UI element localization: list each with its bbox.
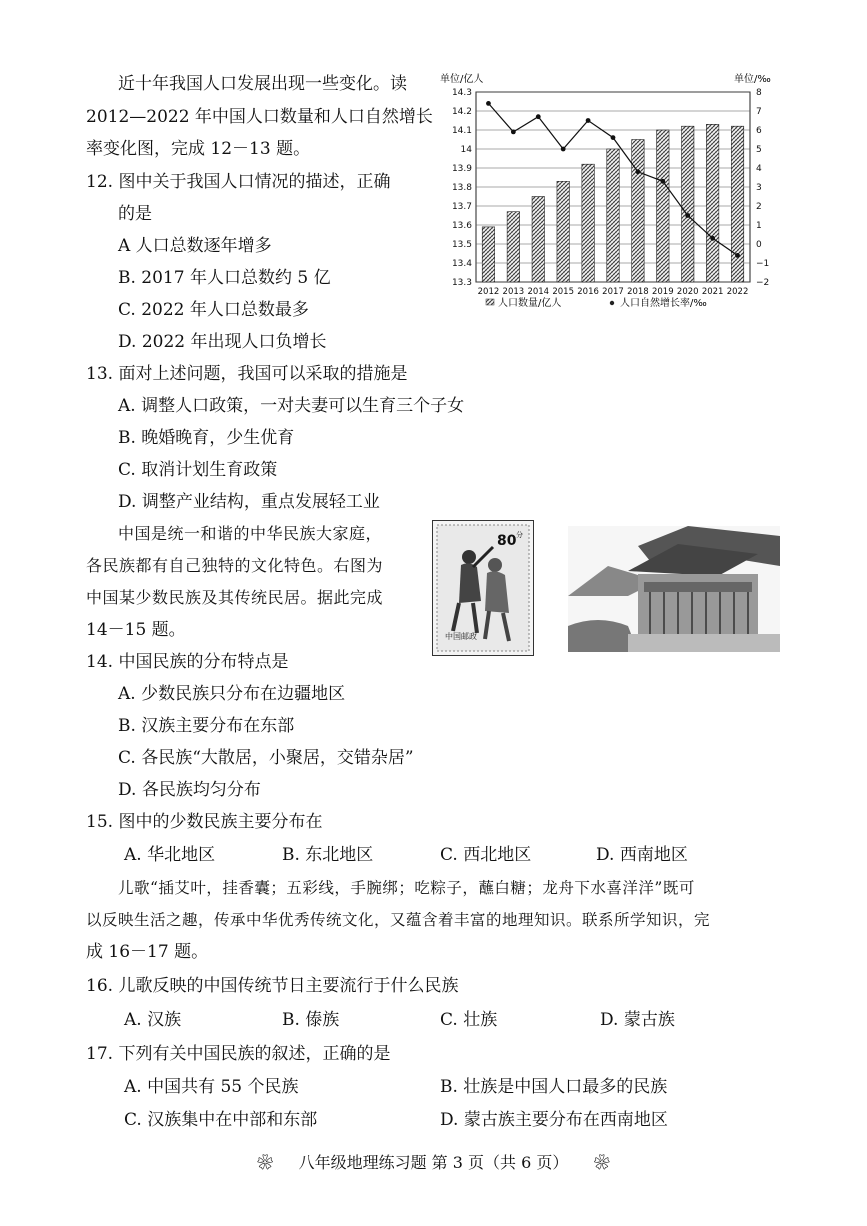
growth-rate-point: [486, 101, 491, 106]
footer-text: 八年级地理练习题 第 3 页（共 6 页）: [298, 1153, 569, 1172]
traditional-dwelling-image: [568, 526, 780, 652]
growth-rate-point: [561, 147, 566, 152]
q17-option-c: C. 汉族集中在中部和东部: [124, 1110, 318, 1130]
growth-rate-point: [586, 118, 591, 123]
q17-stem: 17. 下列有关中国民族的叙述，正确的是: [86, 1044, 391, 1064]
right-tick-label: −2: [756, 278, 770, 288]
q15-option-d: D. 西南地区: [596, 845, 688, 865]
q17-option-d: D. 蒙古族主要分布在西南地区: [440, 1110, 668, 1130]
left-tick-label: 14.1: [451, 126, 472, 136]
chart-legend: [486, 296, 707, 309]
population-bar: [582, 164, 594, 282]
q16-stem: 16. 儿歌反映的中国传统节日主要流行于什么民族: [86, 976, 459, 996]
q13-option-a: A. 调整人口政策，一对夫妻可以生育三个子女: [118, 396, 465, 416]
left-axis-label: 单位/亿人: [440, 74, 484, 85]
x-tick-label: 2012: [477, 287, 500, 297]
x-tick-label: 2020: [676, 287, 699, 297]
population-bar: [682, 126, 694, 282]
population-bar: [706, 124, 718, 282]
stamp-caption: 中国邮政: [445, 632, 477, 641]
q15-stem: 15. 图中的少数民族主要分布在: [86, 812, 323, 832]
intro2-line-1: 中国是统一和谐的中华民族大家庭，: [118, 524, 383, 543]
q15-option-c: C. 西北地区: [440, 845, 532, 865]
x-tick-label: 2013: [502, 287, 525, 297]
population-bar: [557, 181, 569, 282]
right-tick-label: −1: [756, 259, 770, 269]
page-footer: [0, 1150, 867, 1173]
population-bar: [482, 227, 494, 282]
legend-line-label: 人口自然增长率/‰: [620, 298, 707, 309]
x-tick-label: 2014: [527, 287, 550, 297]
population-bar: [632, 140, 644, 283]
q16-option-a: A. 汉族: [124, 1010, 182, 1030]
x-tick-label: 2022: [726, 287, 749, 297]
intro1-line-1: 近十年我国人口发展出现一些变化。读: [118, 74, 407, 94]
intro3-line-1: 儿歌“插艾叶，挂香囊；五彩线，手腕绑；吃粽子，蘸白糖；龙舟下水喜洋洋”既可: [118, 879, 695, 897]
legend-bar-swatch: [486, 299, 494, 305]
footer-ornament-right-icon: ❀: [593, 1153, 610, 1172]
growth-rate-point: [611, 135, 616, 140]
q17-option-b: B. 壮族是中国人口最多的民族: [440, 1077, 668, 1097]
left-tick-label: 13.7: [451, 202, 472, 212]
intro1-line-3: 率变化图，完成 12－13 题。: [86, 139, 311, 159]
q13-option-b: B. 晚婚晚育，少生优育: [118, 428, 295, 448]
x-tick-label: 2021: [701, 287, 724, 297]
footer-ornament-left-icon: ❀: [257, 1153, 274, 1172]
q14-stem: 14. 中国民族的分布特点是: [86, 652, 289, 672]
x-tick-label: 2015: [552, 287, 575, 297]
population-bar: [731, 126, 743, 282]
left-tick-label: 14.2: [451, 107, 472, 117]
population-chart: [438, 70, 783, 320]
growth-rate-point: [511, 130, 516, 135]
right-tick-label: 0: [756, 240, 762, 250]
growth-rate-point: [685, 213, 690, 218]
intro2-line-4: 14－15 题。: [86, 620, 186, 640]
q13-option-d: D. 调整产业结构，重点发展轻工业: [118, 492, 380, 512]
right-tick-label: 3: [756, 183, 762, 193]
population-bar: [507, 212, 519, 282]
right-tick-label: 5: [756, 145, 762, 155]
q16-option-d: D. 蒙古族: [600, 1010, 675, 1030]
intro2-line-3: 中国某少数民族及其传统民居。据此完成: [86, 588, 384, 607]
stamp-unit: 分: [516, 531, 523, 539]
legend-line-swatch: [610, 301, 614, 305]
left-tick-label: 14.3: [451, 88, 472, 98]
ethnic-minority-stamp-image: [432, 520, 534, 656]
q14-option-a: A. 少数民族只分布在边疆地区: [118, 684, 346, 704]
q12-option-a: A 人口总数逐年增多: [118, 236, 272, 256]
growth-rate-point: [636, 169, 641, 174]
x-tick-label: 2019: [651, 287, 674, 297]
q12-stem: 12. 图中关于我国人口情况的描述，正确: [86, 172, 391, 192]
q12-stem-cont: 的是: [118, 204, 152, 224]
intro3-line-2: 以反映生活之趣，传承中华优秀传统文化，又蕴含着丰富的地理知识。联系所学知识，完: [86, 911, 711, 929]
left-tick-label: 14: [460, 145, 472, 155]
growth-rate-point: [710, 236, 715, 241]
q16-option-c: C. 壮族: [440, 1010, 498, 1030]
population-bar: [657, 130, 669, 282]
population-bar: [607, 149, 619, 282]
left-tick-label: 13.8: [451, 183, 472, 193]
left-tick-label: 13.3: [451, 278, 472, 288]
q12-option-b: B. 2017 年人口总数约 5 亿: [118, 268, 331, 288]
growth-rate-point: [735, 253, 740, 258]
q13-option-c: C. 取消计划生育政策: [118, 460, 278, 480]
right-tick-label: 1: [756, 221, 762, 231]
intro3-line-3: 成 16－17 题。: [86, 942, 209, 962]
right-tick-label: 4: [756, 164, 762, 174]
left-tick-label: 13.6: [451, 221, 472, 231]
growth-rate-point: [660, 179, 665, 184]
x-tick-label: 2017: [602, 287, 624, 297]
q13-stem: 13. 面对上述问题，我国可以采取的措施是: [86, 364, 408, 384]
q14-option-b: B. 汉族主要分布在东部: [118, 716, 295, 736]
x-tick-label: 2016: [577, 287, 599, 297]
intro1-line-2: 2012—2022 年中国人口数量和人口自然增长: [86, 107, 433, 127]
q16-option-b: B. 傣族: [282, 1010, 340, 1030]
x-tick-label: 2018: [627, 287, 649, 297]
q14-option-d: D. 各民族均匀分布: [118, 780, 261, 800]
q14-option-c: C. 各民族“大散居，小聚居，交错杂居”: [118, 748, 414, 768]
q15-option-b: B. 东北地区: [282, 845, 374, 865]
right-tick-label: 7: [756, 107, 762, 117]
population-bar: [532, 197, 544, 283]
q17-option-a: A. 中国共有 55 个民族: [124, 1077, 299, 1097]
legend-bar-label: 人口数量/亿人: [498, 298, 562, 309]
right-axis-label: 单位/‰: [734, 74, 771, 85]
right-tick-label: 2: [756, 202, 762, 212]
stamp-value: 80: [497, 533, 517, 549]
left-tick-label: 13.5: [451, 240, 472, 250]
q15-option-a: A. 华北地区: [124, 845, 216, 865]
right-tick-label: 6: [756, 126, 762, 136]
growth-rate-point: [536, 114, 541, 119]
q12-option-d: D. 2022 年出现人口负增长: [118, 332, 327, 352]
left-tick-label: 13.9: [451, 164, 472, 174]
q12-option-c: C. 2022 年人口总数最多: [118, 300, 309, 320]
left-tick-label: 13.4: [451, 259, 472, 269]
right-tick-label: 8: [756, 88, 762, 98]
intro2-line-2: 各民族都有自己独特的文化特色。右图为: [86, 556, 384, 575]
